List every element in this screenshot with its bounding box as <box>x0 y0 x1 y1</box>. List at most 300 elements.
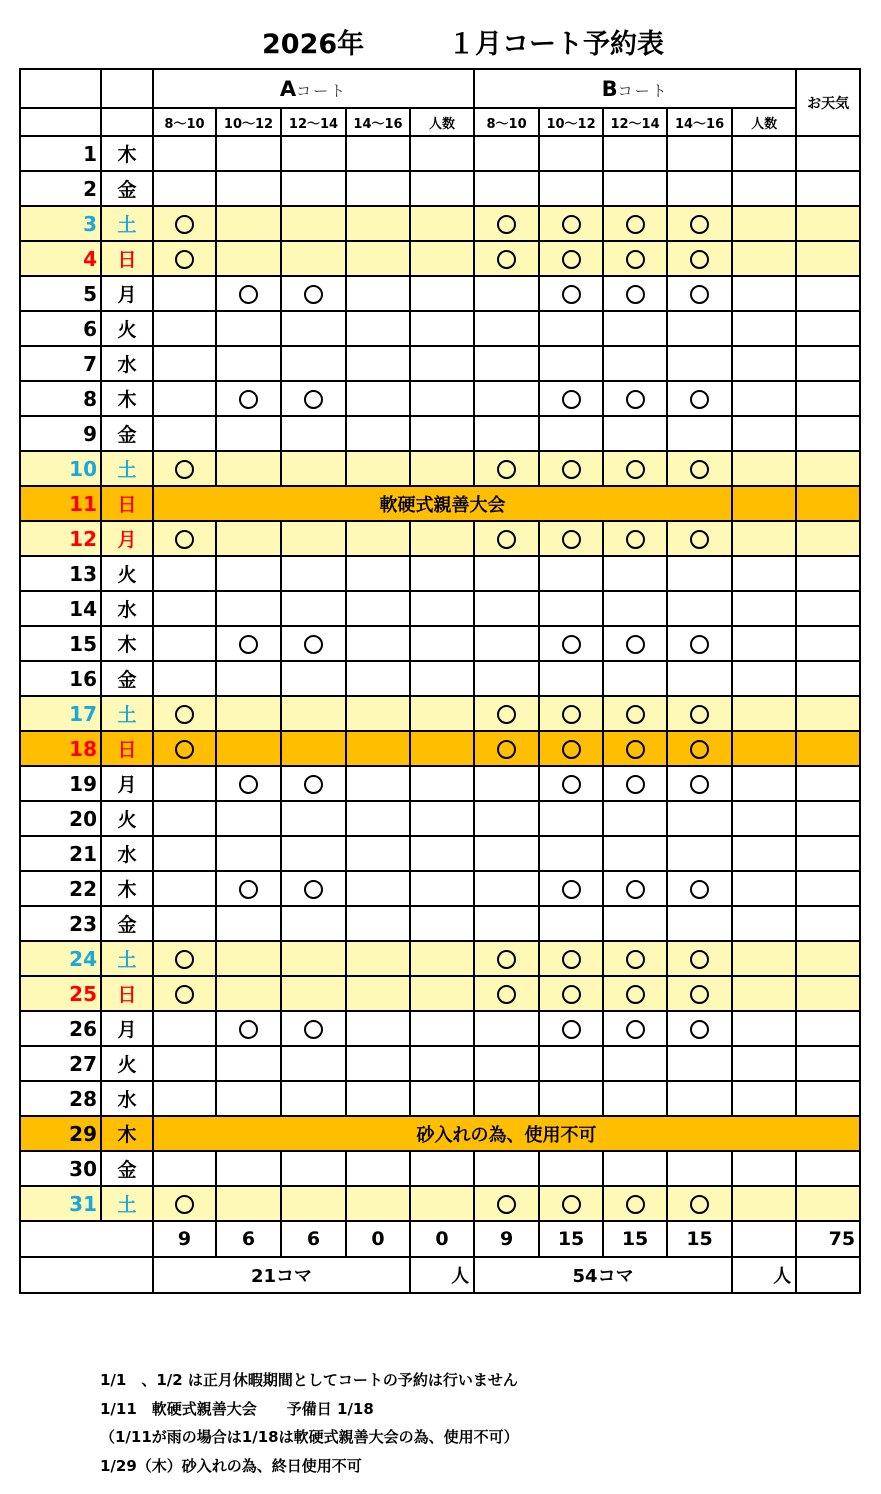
reservation-cell <box>346 1046 410 1081</box>
reservation-cell <box>410 836 474 871</box>
weather-cell <box>796 836 860 871</box>
day-number: 13 <box>20 556 101 591</box>
reservation-cell <box>410 206 474 241</box>
reservation-cell <box>474 696 539 731</box>
reserved-mark <box>304 880 323 899</box>
summary-blank <box>20 1257 153 1293</box>
reserved-mark <box>690 1195 709 1214</box>
header-blank-day <box>20 69 101 108</box>
day-of-week: 火 <box>101 311 153 346</box>
reservation-cell <box>539 801 603 836</box>
day-row <box>20 906 860 941</box>
court-a-sub: コート <box>296 81 348 100</box>
day-number: 25 <box>20 976 101 1011</box>
reservation-cell <box>410 591 474 626</box>
reservation-cell <box>474 661 539 696</box>
day-of-week: 土 <box>101 941 153 976</box>
reservation-cell <box>281 626 346 661</box>
court-a-people: 人 <box>410 1257 474 1293</box>
reservation-cell <box>216 766 281 801</box>
reserved-mark <box>690 775 709 794</box>
reservation-cell <box>410 311 474 346</box>
reservation-cell <box>216 171 281 206</box>
reserved-mark <box>239 775 258 794</box>
reservation-cell <box>153 661 216 696</box>
reservation-cell <box>281 976 346 1011</box>
reserved-mark <box>175 250 194 269</box>
reservation-cell <box>410 136 474 171</box>
slot-total: 6 <box>281 1221 346 1257</box>
day-row <box>20 381 860 416</box>
reservation-cell <box>732 381 796 416</box>
reservation-cell <box>539 766 603 801</box>
day-row <box>20 1011 860 1046</box>
weather-cell <box>796 1081 860 1116</box>
weather-cell <box>796 171 860 206</box>
reservation-cell <box>603 731 667 766</box>
reservation-cell <box>539 311 603 346</box>
slot-header: 人数 <box>410 108 474 136</box>
day-number: 30 <box>20 1151 101 1186</box>
day-of-week: 火 <box>101 801 153 836</box>
day-number: 31 <box>20 1186 101 1221</box>
reserved-mark <box>626 880 645 899</box>
day-number: 24 <box>20 941 101 976</box>
reservation-cell <box>474 451 539 486</box>
reservation-cell <box>667 521 732 556</box>
reserved-mark <box>626 285 645 304</box>
reservation-cell <box>346 1151 410 1186</box>
reserved-mark <box>175 740 194 759</box>
day-row <box>20 1046 860 1081</box>
day-number: 1 <box>20 136 101 171</box>
reservation-cell <box>346 1081 410 1116</box>
weather-cell <box>796 486 860 521</box>
reservation-cell <box>474 1186 539 1221</box>
day-number: 14 <box>20 591 101 626</box>
reservation-cell <box>346 311 410 346</box>
reserved-mark <box>562 950 581 969</box>
reservation-cell <box>216 1046 281 1081</box>
day-number: 6 <box>20 311 101 346</box>
reservation-cell <box>667 941 732 976</box>
reservation-cell <box>667 346 732 381</box>
reservation-cell <box>603 136 667 171</box>
reserved-mark <box>626 390 645 409</box>
reservation-cell <box>346 381 410 416</box>
reserved-mark <box>626 460 645 479</box>
reservation-cell <box>216 416 281 451</box>
reservation-cell <box>153 906 216 941</box>
reservation-cell <box>410 1186 474 1221</box>
reservation-cell <box>410 976 474 1011</box>
reservation-cell <box>153 801 216 836</box>
day-number: 16 <box>20 661 101 696</box>
reservation-cell <box>603 906 667 941</box>
day-row <box>20 451 860 486</box>
reservation-cell <box>346 871 410 906</box>
reserved-mark <box>175 530 194 549</box>
reservation-cell <box>667 976 732 1011</box>
reservation-cell <box>603 766 667 801</box>
reservation-cell <box>603 626 667 661</box>
reservation-cell <box>346 556 410 591</box>
reserved-mark <box>562 390 581 409</box>
reservation-cell <box>474 346 539 381</box>
reservation-cell <box>603 1151 667 1186</box>
reservation-cell <box>539 556 603 591</box>
day-number: 5 <box>20 276 101 311</box>
day-row <box>20 276 860 311</box>
court-b-header <box>474 69 796 108</box>
day-number: 12 <box>20 521 101 556</box>
slot-header: 8〜10 <box>153 108 216 136</box>
reserved-mark <box>497 985 516 1004</box>
reserved-mark <box>562 635 581 654</box>
reservation-cell <box>281 346 346 381</box>
reservation-cell <box>281 941 346 976</box>
reservation-cell <box>667 591 732 626</box>
reservation-cell <box>539 346 603 381</box>
reservation-cell <box>539 171 603 206</box>
reserved-mark <box>175 950 194 969</box>
day-row <box>20 311 860 346</box>
reservation-cell <box>667 241 732 276</box>
reserved-mark <box>690 950 709 969</box>
reservation-cell <box>410 241 474 276</box>
reservation-cell <box>216 311 281 346</box>
reserved-mark <box>304 1020 323 1039</box>
weather-cell <box>796 311 860 346</box>
reservation-cell <box>539 661 603 696</box>
reservation-cell <box>153 206 216 241</box>
reservation-cell <box>603 1081 667 1116</box>
reservation-cell <box>281 1011 346 1046</box>
reservation-cell <box>667 1186 732 1221</box>
day-row <box>20 696 860 731</box>
reservation-cell <box>603 276 667 311</box>
slot-header: 10〜12 <box>216 108 281 136</box>
reservation-cell <box>153 941 216 976</box>
day-of-week: 金 <box>101 416 153 451</box>
reservation-cell <box>603 1186 667 1221</box>
reservation-cell <box>281 696 346 731</box>
reserved-mark <box>304 635 323 654</box>
reserved-mark <box>562 775 581 794</box>
day-number: 23 <box>20 906 101 941</box>
reservation-cell <box>539 1011 603 1046</box>
slot-total: 9 <box>153 1221 216 1257</box>
reservation-cell <box>153 696 216 731</box>
day-number: 2 <box>20 171 101 206</box>
slot-header: 8〜10 <box>474 108 539 136</box>
note-line: 1/11 軟硬式親善大会 予備日 1/18 <box>100 1399 374 1418</box>
reservation-cell <box>153 976 216 1011</box>
reservation-cell <box>667 1151 732 1186</box>
reservation-cell <box>603 206 667 241</box>
reservation-cell <box>539 381 603 416</box>
reservation-cell <box>539 1046 603 1081</box>
reservation-cell <box>667 416 732 451</box>
reservation-cell <box>667 556 732 591</box>
reserved-mark <box>562 985 581 1004</box>
reservation-cell <box>281 1046 346 1081</box>
slot-total: 15 <box>539 1221 603 1257</box>
reservation-cell <box>410 1151 474 1186</box>
weather-cell <box>796 1011 860 1046</box>
weather-cell <box>796 696 860 731</box>
reservation-cell <box>474 241 539 276</box>
event-banner: 軟硬式親善大会 <box>153 486 732 521</box>
reserved-mark <box>497 950 516 969</box>
note-line: （1/11が雨の場合は1/18は軟硬式親善大会の為、使用不可） <box>100 1428 519 1446</box>
people-b-cell <box>732 486 796 521</box>
slot-total: 15 <box>603 1221 667 1257</box>
reservation-cell <box>474 941 539 976</box>
reservation-cell <box>281 801 346 836</box>
day-row <box>20 626 860 661</box>
court-b-people: 人 <box>732 1257 796 1293</box>
notes <box>100 1366 519 1480</box>
reservation-cell <box>732 416 796 451</box>
weather-cell <box>796 276 860 311</box>
reservation-cell <box>474 1151 539 1186</box>
day-number: 21 <box>20 836 101 871</box>
reservation-cell <box>410 941 474 976</box>
day-of-week: 金 <box>101 906 153 941</box>
day-row <box>20 1081 860 1116</box>
grand-total: 75 <box>796 1221 860 1257</box>
totals-label <box>20 1221 153 1257</box>
reserved-mark <box>175 705 194 724</box>
day-of-week: 木 <box>101 1116 153 1151</box>
reservation-cell <box>732 626 796 661</box>
reservation-cell <box>281 1081 346 1116</box>
reservation-cell <box>732 976 796 1011</box>
reservation-cell <box>539 731 603 766</box>
reservation-cell <box>410 416 474 451</box>
slot-total: 0 <box>410 1221 474 1257</box>
day-row <box>20 171 860 206</box>
weather-cell <box>796 381 860 416</box>
reserved-mark <box>239 635 258 654</box>
day-of-week: 火 <box>101 556 153 591</box>
day-of-week: 金 <box>101 661 153 696</box>
summary-weather <box>796 1257 860 1293</box>
reservation-cell <box>216 241 281 276</box>
day-row <box>20 136 860 171</box>
reservation-cell <box>153 136 216 171</box>
title-month: １月コート予約表 <box>448 29 664 60</box>
reservation-cell <box>346 591 410 626</box>
reservation-cell <box>732 1011 796 1046</box>
reservation-cell <box>603 416 667 451</box>
reservation-cell <box>474 1011 539 1046</box>
reservation-cell <box>216 276 281 311</box>
reservation-cell <box>667 1011 732 1046</box>
reservation-cell <box>667 661 732 696</box>
day-of-week: 木 <box>101 626 153 661</box>
reservation-cell <box>153 626 216 661</box>
reservation-cell <box>474 731 539 766</box>
reservation-cell <box>216 136 281 171</box>
reservation-cell <box>281 276 346 311</box>
reservation-cell <box>216 206 281 241</box>
reservation-cell <box>346 136 410 171</box>
reserved-mark <box>562 285 581 304</box>
reserved-mark <box>690 285 709 304</box>
reservation-cell <box>410 451 474 486</box>
day-of-week: 木 <box>101 136 153 171</box>
day-row <box>20 416 860 451</box>
day-row <box>20 206 860 241</box>
reservation-cell <box>346 416 410 451</box>
reservation-cell <box>281 451 346 486</box>
slot-total: 0 <box>346 1221 410 1257</box>
reservation-cell <box>153 416 216 451</box>
reservation-cell <box>346 906 410 941</box>
reserved-mark <box>304 390 323 409</box>
weather-header: お天気 <box>796 69 860 136</box>
reservation-cell <box>603 451 667 486</box>
reservation-cell <box>346 766 410 801</box>
reservation-cell <box>410 346 474 381</box>
reservation-cell <box>346 521 410 556</box>
day-row <box>20 521 860 556</box>
reservation-cell <box>732 241 796 276</box>
reserved-mark <box>690 250 709 269</box>
reservation-cell <box>539 136 603 171</box>
reservation-cell <box>603 976 667 1011</box>
reservation-cell <box>410 906 474 941</box>
reservation-cell <box>539 836 603 871</box>
reservation-cell <box>216 1081 281 1116</box>
reservation-cell <box>474 136 539 171</box>
reservation-cell <box>603 591 667 626</box>
day-row <box>20 1151 860 1186</box>
reservation-cell <box>667 206 732 241</box>
reservation-cell <box>732 521 796 556</box>
reserved-mark <box>626 1020 645 1039</box>
reservation-cell <box>667 696 732 731</box>
reserved-mark <box>497 250 516 269</box>
weather-cell <box>796 1046 860 1081</box>
reservation-cell <box>216 1151 281 1186</box>
day-row <box>20 836 860 871</box>
day-number: 8 <box>20 381 101 416</box>
reservation-cell <box>474 1046 539 1081</box>
reservation-cell <box>346 801 410 836</box>
reserved-mark <box>626 215 645 234</box>
reservation-cell <box>281 871 346 906</box>
reservation-cell <box>153 1046 216 1081</box>
day-of-week: 月 <box>101 276 153 311</box>
reservation-cell <box>410 766 474 801</box>
reservation-cell <box>603 836 667 871</box>
slot-total: 6 <box>216 1221 281 1257</box>
reservation-cell <box>281 556 346 591</box>
reservation-cell <box>346 276 410 311</box>
weather-cell <box>796 241 860 276</box>
reserved-mark <box>562 1020 581 1039</box>
reserved-mark <box>497 1195 516 1214</box>
day-row <box>20 1116 860 1151</box>
court-b-koma: 54コマ <box>474 1257 732 1293</box>
reservation-cell <box>153 731 216 766</box>
reservation-cell <box>667 1081 732 1116</box>
reserved-mark <box>562 705 581 724</box>
day-number: 26 <box>20 1011 101 1046</box>
reservation-cell <box>603 311 667 346</box>
day-of-week: 日 <box>101 976 153 1011</box>
reservation-cell <box>603 1011 667 1046</box>
reservation-cell <box>281 1151 346 1186</box>
reservation-cell <box>346 346 410 381</box>
day-row <box>20 871 860 906</box>
day-of-week: 月 <box>101 766 153 801</box>
reservation-cell <box>216 696 281 731</box>
reservation-cell <box>603 381 667 416</box>
reservation-cell <box>410 731 474 766</box>
reservation-cell <box>667 836 732 871</box>
reserved-mark <box>497 460 516 479</box>
day-number: 15 <box>20 626 101 661</box>
reservation-cell <box>474 801 539 836</box>
reservation-cell <box>667 136 732 171</box>
day-of-week: 木 <box>101 381 153 416</box>
weather-cell <box>796 416 860 451</box>
day-row <box>20 591 860 626</box>
reserved-mark <box>239 390 258 409</box>
reserved-mark <box>497 740 516 759</box>
day-number: 3 <box>20 206 101 241</box>
reservation-cell <box>732 276 796 311</box>
reservation-table <box>19 68 861 1294</box>
reserved-mark <box>690 1020 709 1039</box>
reservation-cell <box>281 836 346 871</box>
reservation-cell <box>603 941 667 976</box>
reservation-cell <box>732 171 796 206</box>
day-row <box>20 346 860 381</box>
reserved-mark <box>175 1195 194 1214</box>
reservation-cell <box>732 1151 796 1186</box>
reservation-cell <box>603 696 667 731</box>
reservation-cell <box>281 416 346 451</box>
day-number: 18 <box>20 731 101 766</box>
reservation-cell <box>667 766 732 801</box>
reservation-cell <box>216 381 281 416</box>
reservation-cell <box>539 941 603 976</box>
reservation-cell <box>667 906 732 941</box>
day-of-week: 月 <box>101 1011 153 1046</box>
reservation-cell <box>281 766 346 801</box>
reserved-mark <box>690 215 709 234</box>
reservation-cell <box>474 206 539 241</box>
weather-cell <box>796 871 860 906</box>
reservation-cell <box>216 1186 281 1221</box>
reserved-mark <box>497 705 516 724</box>
day-number: 9 <box>20 416 101 451</box>
reservation-cell <box>410 521 474 556</box>
reservation-cell <box>474 906 539 941</box>
reservation-cell <box>281 731 346 766</box>
reservation-cell <box>667 171 732 206</box>
reservation-cell <box>410 1046 474 1081</box>
reserved-mark <box>690 985 709 1004</box>
day-row <box>20 1186 860 1221</box>
weather-cell <box>796 626 860 661</box>
reservation-cell <box>539 976 603 1011</box>
